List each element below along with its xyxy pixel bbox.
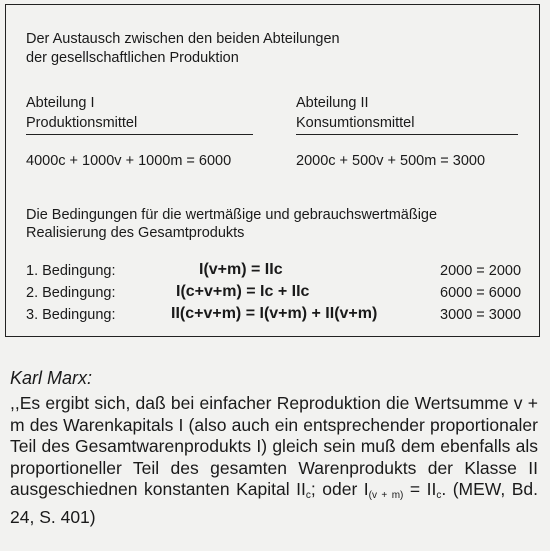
quote-mid-text: ; oder I: [310, 479, 369, 500]
conditions-title-line1: Die Bedingungen für die wertmäßige und gebrauchswertmäßige: [26, 207, 438, 223]
condition-label: 2. Bedingung:: [26, 285, 116, 301]
quote-main-text: ,,Es ergibt sich, daß bei einfacher Reproduktion die Wertsumme v + m des Warenkapitals I (also auch ein entsprechender proportionaler Teil des Gesamtwarenprodukts I) gleich sein muß dem ebenfalls als proportioneller Teil des gesamten Warenprodukts der Klasse II ausgeschiednen konstanten Kapital II: [10, 393, 538, 500]
dept1-heading: Abteilung I: [26, 95, 95, 111]
condition-formula: I(v+m) = IIc: [199, 261, 283, 278]
dept2-subheading: Konsumtionsmittel: [296, 115, 415, 131]
box-title-line1: Der Austausch zwischen den beiden Abteilungen: [26, 31, 340, 47]
quote-author: Karl Marx:: [10, 368, 93, 388]
subscript-c: c: [436, 490, 442, 502]
subscript-v-plus-m: (v + m): [368, 490, 404, 502]
dept2-equation: 2000c + 500v + 500m = 3000: [296, 153, 486, 169]
dept2-heading: Abteilung II: [296, 95, 369, 111]
condition-label: 3. Bedingung:: [26, 307, 116, 323]
condition-formula: I(c+v+m) = Ic + IIc: [176, 283, 310, 300]
box-title-line2: der gesellschaftlichen Produktion: [26, 50, 239, 66]
quote-text: [10, 393, 538, 529]
conditions-title-line2: Realisierung des Gesamtprodukts: [26, 225, 245, 241]
dept1-subheading: Produktionsmittel: [26, 115, 138, 131]
dept1-equation: 4000c + 1000v + 1000m = 6000: [26, 153, 232, 169]
condition-result: 6000 = 6000: [440, 285, 522, 301]
condition-formula: II(c+v+m) = I(v+m) + II(v+m): [171, 305, 378, 322]
condition-label: 1. Bedingung:: [26, 263, 116, 279]
dept2-rule: [296, 134, 518, 135]
subscript-c: c: [305, 490, 311, 502]
condition-result: 2000 = 2000: [440, 263, 522, 279]
exchange-table-box: [5, 4, 540, 337]
condition-result: 3000 = 3000: [440, 307, 522, 323]
quote-mid2-text: = II: [403, 479, 437, 500]
quote-citation: . (MEW, Bd. 24, S. 401): [10, 479, 538, 527]
dept1-rule: [26, 134, 253, 135]
